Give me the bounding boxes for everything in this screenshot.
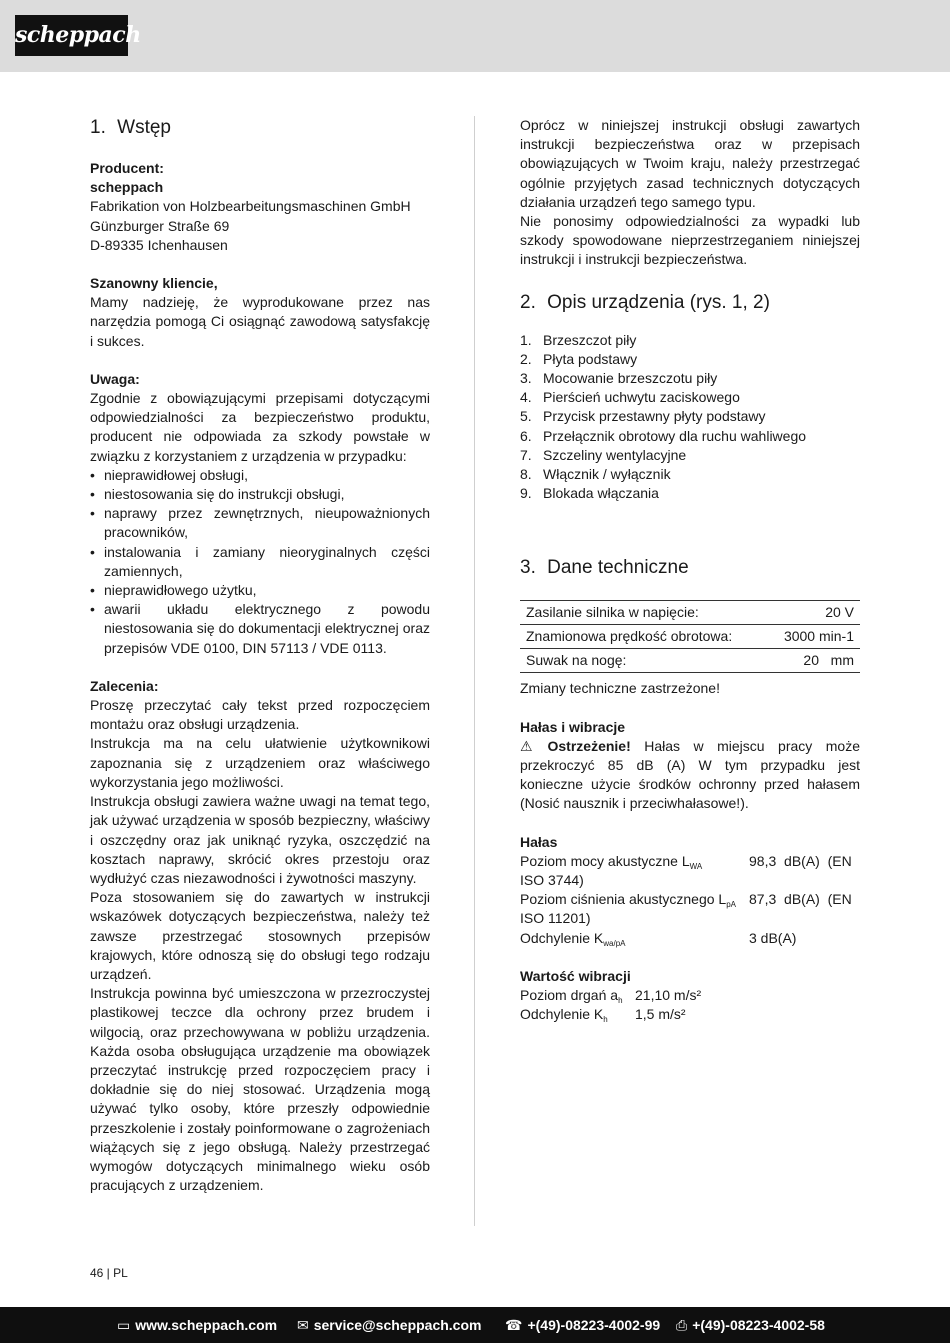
item-number: 9.: [520, 485, 532, 502]
greeting-text: Mamy nadzieję, że wyprodukowane przez nas narzędzia pomogą Ci osiągnąć zawodową satysfakcję i sukces.: [90, 294, 430, 349]
monitor-icon: ▭: [117, 1317, 131, 1333]
warning-icon: ⚠: [520, 737, 533, 754]
list-item: • nieprawidłowego użytku,: [90, 581, 430, 600]
subscript: wa/pA: [603, 938, 626, 948]
item-number: 7.: [520, 446, 532, 463]
vibration-row-label: [520, 986, 635, 1005]
table-row: [520, 601, 860, 625]
warning-body: Hałas w miejscu pracy może przekroczyć 85 dB (A) W tym przypadku jest konieczne użycie środków ochronny przed hałasem (Nosić nausznik i przeciwhałasowe!).: [520, 737, 861, 812]
item-number: 3.: [520, 370, 532, 387]
item-label: Przycisk przestawny płyty podstawy: [543, 408, 766, 425]
item-label: Przełącznik obrotowy dla ruchu wahliwego: [543, 427, 807, 444]
footer-website[interactable]: [117, 1307, 277, 1343]
header-bar: [0, 0, 950, 72]
section-title: Wstęp: [117, 117, 171, 138]
table-row: [520, 649, 860, 673]
label-text: Odchylenie K: [520, 1006, 604, 1023]
item-label: Włącznik / wyłącznik: [543, 466, 671, 483]
scheppach-logo[interactable]: scheppach: [15, 15, 128, 56]
item-label: Pierścień uchwytu zaciskowego: [543, 389, 740, 406]
paragraph: Nie ponosimy odpowiedzialności za wypadki lub szkody spowodowane nieprzestrzeganiem niniejszej instrukcji i instrukcji bezpieczeństwa.: [520, 213, 860, 268]
noise-row-value: 3 dB(A): [749, 929, 797, 946]
list-item: • niestosowania się do instrukcji obsługi,: [90, 485, 430, 504]
vibration-row: [520, 986, 860, 1005]
noise-row-value: 98,3 dB(A) (EN: [749, 852, 852, 869]
label-text: Poziom ciśnienia akustycznego L: [520, 891, 727, 908]
noise-row-label: [520, 890, 749, 909]
list-item: • awarii układu elektrycznego z powodu niestosowania się do dokumentacji elektrycznej oraz przepisów VDE 0100, DIN 57113 / VDE 0113.: [90, 600, 430, 658]
table-cell-label: Znamionowa prędkość obrotowa:: [520, 625, 767, 649]
noise-row-label: [520, 929, 749, 948]
section-number: 3.: [520, 557, 536, 579]
recommendations-label: Zalecenia:: [90, 677, 159, 694]
label-text: Poziom mocy akustyczne L: [520, 852, 690, 869]
greeting-label: Szanowny kliencie,: [90, 275, 218, 292]
item-label: Mocowanie brzeszczotu piły: [543, 370, 718, 387]
noise-row: [520, 890, 860, 909]
list-item: • instalowania i zamiany nieoryginalnych części zamiennych,: [90, 543, 430, 581]
table-row: [520, 625, 860, 649]
noise-row-label: [520, 852, 749, 871]
list-item: [520, 427, 860, 446]
footer-fax[interactable]: [676, 1307, 825, 1343]
footer-website-text: www.scheppach.com: [135, 1317, 278, 1333]
note-text: Zgodnie z obowiązującymi przepisami dotyczącymi odpowiedzialności za bezpieczeństwo produktu, producent nie odpowiada za szkody powstałe w związku z korzystaniem z urządzenia w przypadku:: [90, 390, 430, 464]
section-number: 1.: [90, 117, 106, 138]
list-item: • naprawy przez zewnętrznych, nieupoważnionych pracowników,: [90, 504, 430, 542]
producer-line: Günzburger Straße 69: [90, 217, 230, 234]
paragraph: Poza stosowaniem się do zawartych w instrukcji wskazówek dotyczących bezpieczeństwa, należy też zawsze przestrzegać stosownych przepisów krajowych, które odnoszą się do obsługi tego rodzaju urządzeń.: [90, 889, 430, 982]
vibration-row: [520, 1005, 860, 1024]
subscript: h: [618, 996, 623, 1006]
paragraph: Instrukcja obsługi zawiera ważne uwagi na temat tego, jak używać urządzenia w sposób bezpieczny, właściwy i oszczędny oraz jak uniknąć ryzyka, oszczędzić na kosztach naprawy, skrócić okres przestoju oraz wydłużyć czas niezawodności i żywotności maszyny.: [90, 793, 430, 886]
noise-row-value: 87,3 dB(A) (EN: [749, 891, 852, 908]
paragraph: Oprócz w niniejszej instrukcji obsługi zawartych instrukcji bezpieczeństwa oraz w przepisach obowiązujących w Twoim kraju, należy przestrzegać ogólnie przyjętych zasad technicznych dotyczących działania urządzeń tego samego typu.: [520, 117, 860, 210]
item-number: 5.: [520, 408, 532, 425]
footer-email[interactable]: [297, 1307, 481, 1343]
subscript: WA: [689, 861, 703, 871]
vibration-row-label: [520, 1005, 635, 1024]
column-divider: [474, 116, 475, 1226]
list-item: • nieprawidłowej obsługi,: [90, 466, 430, 485]
vibration-label: Wartość wibracji: [520, 967, 631, 984]
item-label: Płyta podstawy: [543, 350, 638, 367]
footer-email-text: service@scheppach.com: [313, 1317, 482, 1333]
footer-phone-text: +(49)-08223-4002-99: [527, 1317, 661, 1333]
list-item: [520, 446, 860, 465]
producer-line: Fabrikation von Holzbearbeitungsmaschinen GmbH: [90, 198, 411, 215]
paragraph: Instrukcja ma na celu ułatwienie użytkownikowi zapoznania się z urządzeniem oraz właściwego wykorzystania jego możliwości.: [90, 735, 430, 790]
vibration-row-value: 1,5 m/s²: [635, 1006, 686, 1023]
item-number: 6.: [520, 427, 532, 444]
noise-label: Hałas: [520, 833, 558, 850]
producer-line: D-89335 Ichenhausen: [90, 236, 228, 253]
page-number: 46 | PL: [90, 1266, 128, 1280]
section-1-heading: [90, 116, 430, 140]
paragraph: Proszę przeczytać cały tekst przed rozpoczęciem montażu oraz obsługi urządzenia.: [90, 697, 430, 733]
noise-row-continuation: ISO 11201): [520, 910, 591, 927]
item-label: Blokada włączania: [543, 485, 659, 502]
item-label: Szczeliny wentylacyjne: [543, 446, 687, 463]
noise-row: [520, 929, 860, 948]
note-label: Uwaga:: [90, 370, 140, 387]
producer-name: scheppach: [90, 179, 164, 196]
footer-phone[interactable]: [505, 1307, 660, 1343]
table-cell-label: Zasilanie silnika w napięcie:: [520, 601, 767, 625]
section-3-heading: [520, 556, 860, 580]
footer-bar: [0, 1307, 950, 1343]
list-item: [520, 388, 860, 407]
item-number: 4.: [520, 389, 532, 406]
item-label: Brzeszczot piły: [543, 331, 637, 348]
list-item: [520, 350, 860, 369]
tech-data-table: [520, 600, 860, 673]
list-item: [520, 331, 860, 350]
noise-row-continuation: ISO 3744): [520, 872, 584, 889]
list-item: [520, 407, 860, 426]
producer-label: Producent:: [90, 160, 164, 176]
warning-text: [520, 737, 860, 814]
item-number: 2.: [520, 350, 532, 367]
table-cell-value: 20 mm: [767, 649, 860, 673]
paragraph: Instrukcja powinna być umieszczona w przezroczystej plastikowej teczce dla ochrony przez brudem i wilgocią, oraz przechowywana w pobliżu urządzenia. Każda osoba obsługująca urządzenie ma obowiązek przeczytać instrukcję przed rozpoczęciem pracy i dokładnie się do niej stosować. Urządzenia mogą używać tylko osoby, które przeszły odpowiednie przeszkolenie i zostały poinformowane o zagrożeniach wiążących się z jego obsługą. Należy przestrzegać wymogów dotyczących minimalnego wieku osób pracujących z urządzeniem.: [90, 985, 430, 1194]
subscript: pA: [726, 900, 737, 910]
table-cell-label: Suwak na nogę:: [520, 649, 767, 673]
table-cell-value: 20 V: [767, 601, 860, 625]
table-cell-value: 3000 min-1: [767, 625, 860, 649]
right-column: [520, 116, 860, 1025]
list-item: [520, 484, 860, 503]
section-title: Opis urządzenia (rys. 1, 2): [547, 291, 770, 313]
subscript: h: [603, 1015, 608, 1025]
item-number: 8.: [520, 466, 532, 483]
list-item: [520, 369, 860, 388]
fax-icon: ⎙: [676, 1317, 688, 1333]
label-text: Poziom drgań a: [520, 987, 619, 1004]
noise-vibration-label: Hałas i wibracje: [520, 718, 626, 735]
vibration-row-value: 21,10 m/s²: [635, 987, 702, 1004]
footer-fax-text: +(49)-08223-4002-58: [692, 1317, 825, 1333]
parts-list: [520, 331, 860, 504]
left-column: [90, 116, 430, 1195]
section-2-heading: [520, 291, 860, 315]
mail-icon: ✉: [297, 1317, 309, 1333]
list-item: [520, 465, 860, 484]
warning-label: Ostrzeżenie!: [547, 737, 631, 754]
tech-note: Zmiany techniczne zastrzeżone!: [520, 680, 720, 697]
label-text: Odchylenie K: [520, 929, 604, 946]
section-title: Dane techniczne: [547, 557, 689, 579]
item-number: 1.: [520, 331, 532, 348]
section-number: 2.: [520, 291, 536, 313]
noise-row: [520, 852, 860, 871]
phone-icon: ☎: [505, 1317, 523, 1333]
note-bullet-list: [90, 466, 430, 658]
